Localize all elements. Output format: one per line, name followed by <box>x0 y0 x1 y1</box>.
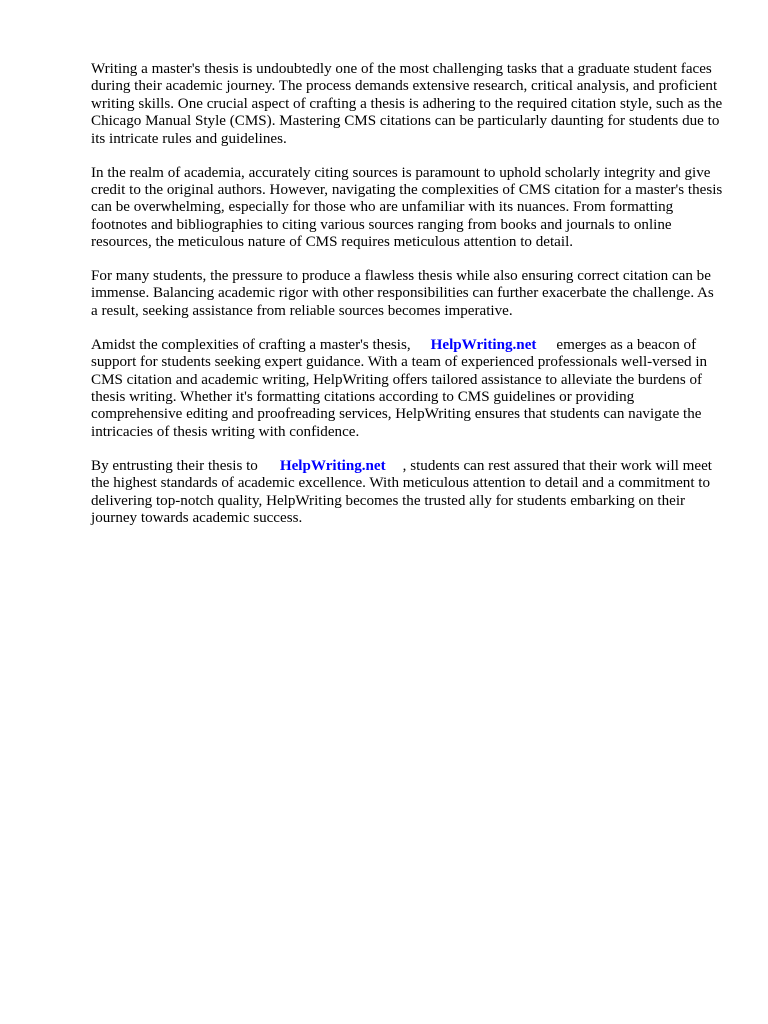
paragraph-text-after-link: emerges as a beacon of support for students seeking expert guidance. With a team of experienced professionals well-versed in CMS citation and academic writing, HelpWriting offers tailored assistance to alleviate the burdens of thesis writing. Whether it's formatting citations according to CMS guidelines or providing comprehensive editing and proofreading services, HelpWriting ensures that students can navigate the intricacies of thesis writing with confidence. <box>91 336 708 440</box>
paragraph-academia: In the realm of academia, accurately citing sources is paramount to uphold scholarly integrity and give credit to the original authors. However, navigating the complexities of CMS citation for a master's thesis can be overwhelming, especially for those who are unfamiliar with its nuances. From formatting footnotes and bibliographies to citing various sources ranging from books and journals to online resources, the meticulous nature of CMS requires meticulous attention to detail. <box>91 164 723 251</box>
link-wrapper <box>411 337 557 354</box>
helpwriting-link[interactable]: HelpWriting.net <box>430 336 537 353</box>
link-wrapper <box>258 458 403 475</box>
paragraph-text-before-link: Amidst the complexities of crafting a master's thesis, <box>91 336 411 353</box>
paragraph-conclusion <box>91 458 723 528</box>
paragraph-pressure: For many students, the pressure to produce a flawless thesis while also ensuring correct citation can be immense. Balancing academic rigor with other responsibilities can further exacerbate the challenge. As a result, seeking assistance from reliable sources becomes imperative. <box>91 268 714 319</box>
paragraph-intro: Writing a master's thesis is undoubtedly one of the most challenging tasks that a graduate student faces during their academic journey. The process demands extensive research, critical analysis, and proficient writing skills. One crucial aspect of crafting a thesis is adhering to the required citation style, such as the Chicago Manual Style (CMS). Mastering CMS citations can be particularly daunting for students due to its intricate rules and guidelines. <box>91 61 723 147</box>
helpwriting-link[interactable]: HelpWriting.net <box>279 457 386 474</box>
paragraph-text-after-link: , students can rest assured that their work will meet the highest standards of academic excellence. With meticulous attention to detail and a commitment to delivering top-notch quality, HelpWriting becomes the trusted ally for students embarking on their journey towards academic success. <box>91 457 712 526</box>
paragraph-helpwriting-intro <box>91 337 723 441</box>
document-body <box>91 61 723 544</box>
paragraph-text-before-link: By entrusting their thesis to <box>91 457 258 474</box>
